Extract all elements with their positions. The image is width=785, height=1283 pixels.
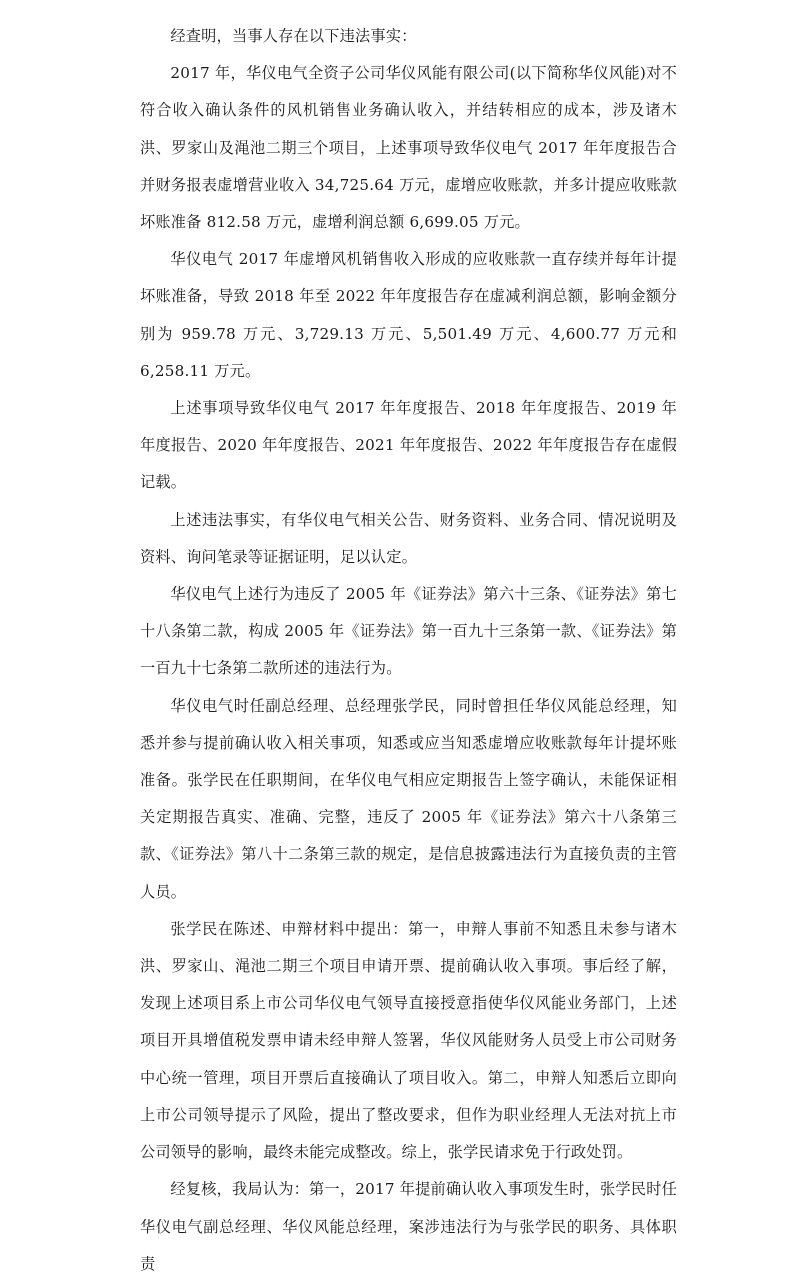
document-body xyxy=(140,18,677,1283)
paragraph: 上述事项导致华仪电气 2017 年年度报告、2018 年年度报告、2019 年年度报告、2020 年年度报告、2021 年年度报告、2022 年年度报告存在虚假记载。 xyxy=(140,399,677,492)
paragraph: 上述违法事实，有华仪电气相关公告、财务资料、业务合同、情况说明及资料、询问笔录等证据证明，足以认定。 xyxy=(140,510,677,566)
paragraph: 经复核，我局认为：第一，2017 年提前确认收入事项发生时，张学民时任华仪电气副总经理、华仪风能总经理，案涉违法行为与张学民的职务、具体职责 xyxy=(140,1180,677,1273)
paragraph: 华仪电气 2017 年虚增风机销售收入形成的应收账款一直存续并每年计提坏账准备，导致 2018 年至 2022 年年度报告存在虚减利润总额，影响金额分别为 959.78 万元、3,729.13 万元、5,501.49 万元、4,600.77 万元和 6,258.11 万元。 xyxy=(140,250,677,380)
paragraph: 华仪电气上述行为违反了 2005 年《证券法》第六十三条、《证券法》第七十八条第二款，构成 2005 年《证券法》第一百九十三条第一款、《证券法》第一百九十七条第二款所述的违法行为。 xyxy=(140,585,677,678)
paragraph: 经查明，当事人存在以下违法事实： xyxy=(170,27,417,45)
paragraph: 张学民在陈述、申辩材料中提出：第一，申辩人事前不知悉且未参与诸木洪、罗家山、渑池二期三个项目申请开票、提前确认收入事项。事后经了解，发现上述项目系上市公司华仪电气领导直接授意指使华仪风能业务部门，上述项目开具增值税发票申请未经申辩人签署，华仪风能财务人员受上市公司财务中心统一管理，项目开票后直接确认了项目收入。第二，申辩人知悉后立即向上市公司领导提示了风险，提出了整改要求，但作为职业经理人无法对抗上市公司领导的影响，最终未能完成整改。综上，张学民请求免于行政处罚。 xyxy=(140,919,677,1162)
paragraph: 2017 年，华仪电气全资子公司华仪风能有限公司(以下简称华仪风能)对不符合收入确认条件的风机销售业务确认收入，并结转相应的成本，涉及诸木洪、罗家山及渑池二期三个项目，上述事项导致华仪电气 2017 年年度报告合并财务报表虚增营业收入 34,725.64 万元，虚增应收账款，并多计提应收账款坏账准备 812.58 万元，虚增利润总额 6,699.05 万元。 xyxy=(140,64,677,232)
paragraph: 华仪电气时任副总经理、总经理张学民，同时曾担任华仪风能总经理，知悉并参与提前确认收入相关事项，知悉或应当知悉虚增应收账款每年计提坏账准备。张学民在任职期间，在华仪电气相应定期报告上签字确认，未能保证相关定期报告真实、准确、完整，违反了 2005 年《证券法》第六十八条第三款、《证券法》第八十二条第三款的规定，是信息披露违法行为直接负责的主管人员。 xyxy=(140,696,677,901)
